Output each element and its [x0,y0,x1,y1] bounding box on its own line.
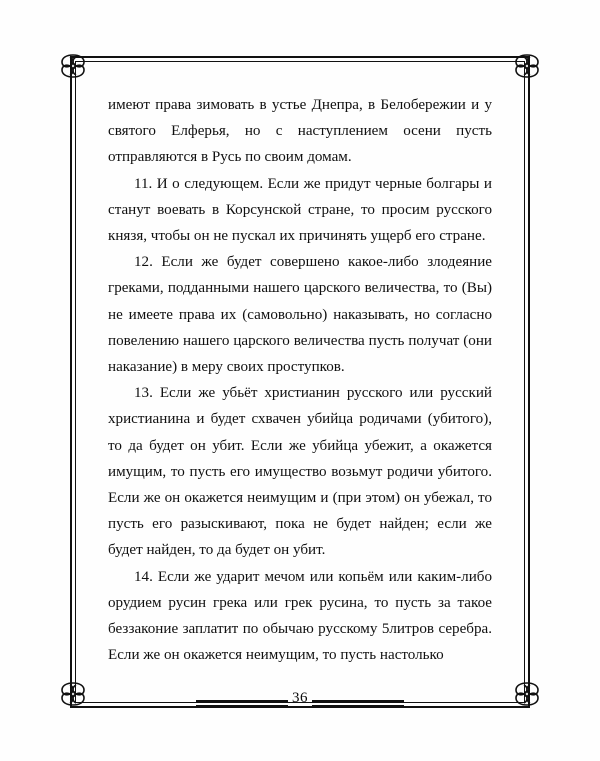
paragraph: 12. Если же будет совершено какое-либо злодеяние греками, подданными нашего царского величества, то (Вы) не имеете права их (самовольно) наказывать, но согласно повелению нашего царского величества пусть получат (они наказание) в меру своих проступков. [108,254,492,376]
celtic-knot-icon [53,49,93,83]
celtic-knot-icon [507,49,547,83]
paragraph: 11. И о следующем. Если же придут черные болгары и станут воевать в Корсунской стране, то просим русского князя, чтобы он не пускал их причинять ущерб его стране. [108,175,492,245]
paragraph: 14. Если же ударит мечом или копьём или каким-либо орудием русин грека или грек русина, то пусть за такое беззаконие заплатит по обычаю русскому 5литров серебра. Если же он окажется неимущим, то пусть настолько [108,568,492,664]
page-number: 36 [292,690,308,706]
paragraph: имеют права зимовать в устье Днепра, в Белобережии и у святого Елферья, но с наступлением осени пусть отправляются в Русь по своим домам. [108,97,492,166]
body-text [108,92,492,668]
paragraph: 13. Если же убьёт христианин русского или русский христианина и будет схвачен убийца родичами (убитого), то да будет он убит. Если же убийца убежит, а окажется имущим, то пусть его имущество возьмут родичи убитого. Если же он окажется неимущим и (при этом) он убежал, то пусть его разыскивают, пока не будет найден; если же будет найден, то да будет он убит. [108,385,492,559]
